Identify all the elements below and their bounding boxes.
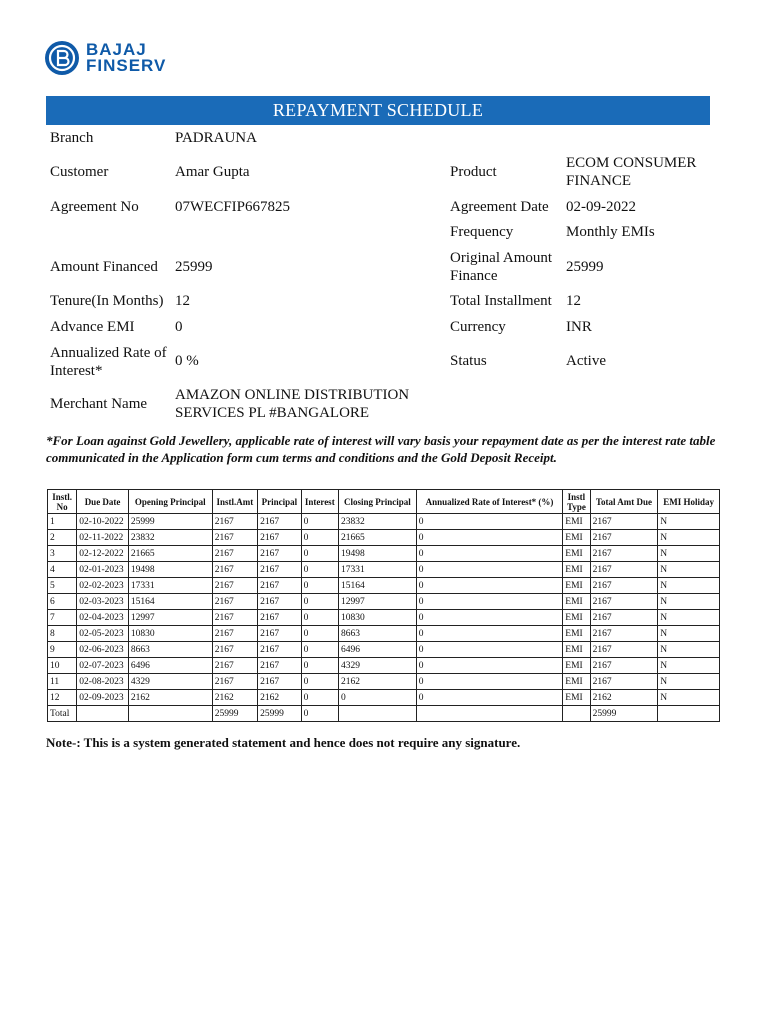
- cell-instl-amt: 2167: [212, 658, 257, 674]
- cell-emi-holiday: N: [658, 530, 720, 546]
- agreement-no-label: Agreement No: [50, 199, 139, 215]
- cell-principal: 2167: [258, 626, 301, 642]
- cell-emi-holiday: N: [658, 594, 720, 610]
- cell-instl-no: 10: [48, 658, 77, 674]
- cell-interest: 0: [301, 626, 338, 642]
- cell-closing-principal: 0: [338, 690, 416, 706]
- original-amount-value: 25999: [566, 259, 604, 275]
- branch-value: PADRAUNA: [175, 130, 257, 146]
- total-cell-due-date: [77, 706, 129, 722]
- cell-instl-no: 7: [48, 610, 77, 626]
- cell-annualized-rate: 0: [416, 562, 563, 578]
- bajaj-logo-icon: [44, 40, 80, 76]
- gold-loan-disclaimer: *For Loan against Gold Jewellery, applicable rate of interest will vary basis your repayment date as per the interest rate table communicated in the Application form cum terms and conditions and the Gold Deposit Receipt.: [46, 433, 716, 465]
- total-cell-emi-holiday: [658, 706, 720, 722]
- cell-instl-amt: 2167: [212, 530, 257, 546]
- cell-annualized-rate: 0: [416, 514, 563, 530]
- cell-closing-principal: 4329: [338, 658, 416, 674]
- cell-principal: 2167: [258, 530, 301, 546]
- cell-interest: 0: [301, 562, 338, 578]
- cell-total-amt-due: 2167: [590, 610, 658, 626]
- cell-due-date: 02-02-2023: [77, 578, 129, 594]
- cell-instl-no: 6: [48, 594, 77, 610]
- cell-principal: 2167: [258, 578, 301, 594]
- cell-closing-principal: 2162: [338, 674, 416, 690]
- cell-opening-principal: 21665: [128, 546, 212, 562]
- cell-annualized-rate: 0: [416, 690, 563, 706]
- cell-instl-amt: 2167: [212, 626, 257, 642]
- cell-instl-no: 8: [48, 626, 77, 642]
- cell-interest: 0: [301, 642, 338, 658]
- cell-instl-type: EMI: [563, 514, 590, 530]
- table-body: [48, 514, 720, 722]
- cell-instl-type: EMI: [563, 690, 590, 706]
- cell-instl-type: EMI: [563, 626, 590, 642]
- col-annualized-rate: Annualized Rate of Interest* (%): [416, 490, 563, 514]
- table-row: [48, 562, 720, 578]
- cell-instl-type: EMI: [563, 594, 590, 610]
- cell-annualized-rate: 0: [416, 610, 563, 626]
- cell-closing-principal: 6496: [338, 642, 416, 658]
- cell-instl-amt: 2167: [212, 546, 257, 562]
- cell-instl-amt: 2167: [212, 578, 257, 594]
- cell-emi-holiday: N: [658, 610, 720, 626]
- cell-instl-no: 4: [48, 562, 77, 578]
- total-cell-principal: 25999: [258, 706, 301, 722]
- cell-instl-amt: 2167: [212, 562, 257, 578]
- cell-opening-principal: 8663: [128, 642, 212, 658]
- cell-annualized-rate: 0: [416, 658, 563, 674]
- cell-total-amt-due: 2167: [590, 530, 658, 546]
- tenure-value: 12: [175, 293, 190, 309]
- cell-emi-holiday: N: [658, 658, 720, 674]
- cell-closing-principal: 10830: [338, 610, 416, 626]
- cell-opening-principal: 23832: [128, 530, 212, 546]
- cell-emi-holiday: N: [658, 690, 720, 706]
- cell-interest: 0: [301, 658, 338, 674]
- cell-opening-principal: 25999: [128, 514, 212, 530]
- cell-annualized-rate: 0: [416, 626, 563, 642]
- total-cell-instl-type: [563, 706, 590, 722]
- table-row: [48, 690, 720, 706]
- cell-annualized-rate: 0: [416, 642, 563, 658]
- cell-instl-type: EMI: [563, 610, 590, 626]
- cell-instl-no: 3: [48, 546, 77, 562]
- cell-opening-principal: 6496: [128, 658, 212, 674]
- cell-closing-principal: 15164: [338, 578, 416, 594]
- cell-principal: 2167: [258, 658, 301, 674]
- cell-emi-holiday: N: [658, 562, 720, 578]
- cell-principal: 2167: [258, 594, 301, 610]
- total-cell-instl-amt: 25999: [212, 706, 257, 722]
- cell-total-amt-due: 2167: [590, 546, 658, 562]
- cell-instl-no: 2: [48, 530, 77, 546]
- col-due-date: Due Date: [77, 490, 129, 514]
- cell-interest: 0: [301, 610, 338, 626]
- cell-instl-type: EMI: [563, 578, 590, 594]
- cell-total-amt-due: 2167: [590, 594, 658, 610]
- cell-due-date: 02-11-2022: [77, 530, 129, 546]
- page-title: REPAYMENT SCHEDULE: [46, 96, 710, 125]
- table-total-row: [48, 706, 720, 722]
- cell-interest: 0: [301, 594, 338, 610]
- total-installment-label: Total Installment: [450, 293, 552, 309]
- cell-emi-holiday: N: [658, 674, 720, 690]
- cell-closing-principal: 19498: [338, 546, 416, 562]
- bajaj-finserv-logo: [44, 40, 166, 76]
- cell-annualized-rate: 0: [416, 546, 563, 562]
- cell-principal: 2167: [258, 562, 301, 578]
- status-label: Status: [450, 353, 487, 369]
- branch-label: Branch: [50, 130, 94, 146]
- cell-principal: 2167: [258, 642, 301, 658]
- repayment-schedule-table: [47, 489, 720, 722]
- table-row: [48, 674, 720, 690]
- col-instl-type: Instl Type: [563, 490, 590, 514]
- cell-due-date: 02-03-2023: [77, 594, 129, 610]
- cell-due-date: 02-04-2023: [77, 610, 129, 626]
- agreement-date-label: Agreement Date: [450, 199, 549, 215]
- cell-opening-principal: 19498: [128, 562, 212, 578]
- cell-total-amt-due: 2167: [590, 674, 658, 690]
- cell-emi-holiday: N: [658, 546, 720, 562]
- total-cell-closing-principal: [338, 706, 416, 722]
- table-row: [48, 642, 720, 658]
- cell-opening-principal: 10830: [128, 626, 212, 642]
- cell-interest: 0: [301, 578, 338, 594]
- cell-instl-type: EMI: [563, 674, 590, 690]
- amount-financed-label: Amount Financed: [50, 259, 158, 275]
- cell-annualized-rate: 0: [416, 594, 563, 610]
- agreement-date-value: 02-09-2022: [566, 199, 636, 215]
- cell-interest: 0: [301, 674, 338, 690]
- cell-instl-amt: 2162: [212, 690, 257, 706]
- table-row: [48, 578, 720, 594]
- col-principal: Principal: [258, 490, 301, 514]
- cell-principal: 2167: [258, 674, 301, 690]
- cell-due-date: 02-05-2023: [77, 626, 129, 642]
- cell-instl-no: 1: [48, 514, 77, 530]
- table-header-row: [48, 490, 720, 514]
- merchant-value: AMAZON ONLINE DISTRIBUTION SERVICES PL #BANGALORE: [175, 387, 410, 421]
- product-label: Product: [450, 164, 497, 180]
- rate-label: Annualized Rate of Interest*: [50, 345, 167, 379]
- cell-emi-holiday: N: [658, 626, 720, 642]
- customer-value: Amar Gupta: [175, 164, 250, 180]
- cell-interest: 0: [301, 530, 338, 546]
- table-row: [48, 546, 720, 562]
- cell-total-amt-due: 2167: [590, 626, 658, 642]
- cell-instl-no: 5: [48, 578, 77, 594]
- table-row: [48, 658, 720, 674]
- cell-principal: 2167: [258, 610, 301, 626]
- table-row: [48, 514, 720, 530]
- cell-emi-holiday: N: [658, 514, 720, 530]
- cell-total-amt-due: 2167: [590, 578, 658, 594]
- rate-value: 0 %: [175, 353, 199, 369]
- cell-closing-principal: 21665: [338, 530, 416, 546]
- cell-due-date: 02-09-2023: [77, 690, 129, 706]
- cell-closing-principal: 8663: [338, 626, 416, 642]
- table-row: [48, 594, 720, 610]
- cell-opening-principal: 17331: [128, 578, 212, 594]
- logo-line2: FINSERV: [86, 56, 167, 75]
- cell-closing-principal: 12997: [338, 594, 416, 610]
- advance-emi-label: Advance EMI: [50, 319, 135, 335]
- total-cell-instl-no: Total: [48, 706, 77, 722]
- cell-annualized-rate: 0: [416, 674, 563, 690]
- amount-financed-value: 25999: [175, 259, 213, 275]
- cell-closing-principal: 17331: [338, 562, 416, 578]
- advance-emi-value: 0: [175, 319, 183, 335]
- cell-instl-no: 12: [48, 690, 77, 706]
- cell-emi-holiday: N: [658, 578, 720, 594]
- cell-instl-amt: 2167: [212, 594, 257, 610]
- tenure-label: Tenure(In Months): [50, 293, 164, 309]
- cell-interest: 0: [301, 546, 338, 562]
- system-generated-note: Note-: This is a system generated statement and hence does not require any signature.: [46, 735, 521, 750]
- logo-line1: BAJAJ: [86, 40, 147, 59]
- status-value: Active: [566, 353, 606, 369]
- table-row: [48, 610, 720, 626]
- merchant-label: Merchant Name: [50, 396, 148, 412]
- col-instl-no: Instl. No: [48, 490, 77, 514]
- cell-closing-principal: 23832: [338, 514, 416, 530]
- total-cell-total-amt-due: 25999: [590, 706, 658, 722]
- cell-instl-amt: 2167: [212, 610, 257, 626]
- cell-total-amt-due: 2167: [590, 514, 658, 530]
- cell-total-amt-due: 2167: [590, 642, 658, 658]
- cell-principal: 2167: [258, 546, 301, 562]
- cell-emi-holiday: N: [658, 642, 720, 658]
- cell-principal: 2162: [258, 690, 301, 706]
- total-cell-annualized-rate: [416, 706, 563, 722]
- currency-value: INR: [566, 319, 592, 335]
- table-row: [48, 530, 720, 546]
- col-emi-holiday: EMI Holiday: [658, 490, 720, 514]
- cell-opening-principal: 2162: [128, 690, 212, 706]
- cell-instl-amt: 2167: [212, 514, 257, 530]
- total-cell-opening-principal: [128, 706, 212, 722]
- cell-instl-type: EMI: [563, 530, 590, 546]
- cell-instl-amt: 2167: [212, 642, 257, 658]
- cell-due-date: 02-06-2023: [77, 642, 129, 658]
- cell-instl-type: EMI: [563, 642, 590, 658]
- cell-instl-no: 11: [48, 674, 77, 690]
- col-closing-principal: Closing Principal: [338, 490, 416, 514]
- cell-opening-principal: 12997: [128, 610, 212, 626]
- cell-annualized-rate: 0: [416, 578, 563, 594]
- total-cell-interest: 0: [301, 706, 338, 722]
- cell-principal: 2167: [258, 514, 301, 530]
- product-value: ECOM CONSUMER FINANCE: [566, 155, 697, 189]
- cell-due-date: 02-08-2023: [77, 674, 129, 690]
- cell-instl-no: 9: [48, 642, 77, 658]
- cell-opening-principal: 4329: [128, 674, 212, 690]
- frequency-value: Monthly EMIs: [566, 224, 655, 240]
- cell-opening-principal: 15164: [128, 594, 212, 610]
- cell-due-date: 02-10-2022: [77, 514, 129, 530]
- agreement-no-value: 07WECFIP667825: [175, 199, 291, 215]
- cell-due-date: 02-07-2023: [77, 658, 129, 674]
- frequency-label: Frequency: [450, 224, 514, 240]
- cell-total-amt-due: 2162: [590, 690, 658, 706]
- cell-total-amt-due: 2167: [590, 562, 658, 578]
- customer-label: Customer: [50, 164, 109, 180]
- cell-annualized-rate: 0: [416, 530, 563, 546]
- cell-instl-type: EMI: [563, 658, 590, 674]
- col-total-amt-due: Total Amt Due: [590, 490, 658, 514]
- cell-interest: 0: [301, 690, 338, 706]
- col-interest: Interest: [301, 490, 338, 514]
- original-amount-label: Original Amount Finance: [450, 250, 553, 284]
- cell-total-amt-due: 2167: [590, 658, 658, 674]
- cell-instl-type: EMI: [563, 562, 590, 578]
- cell-due-date: 02-12-2022: [77, 546, 129, 562]
- cell-instl-type: EMI: [563, 546, 590, 562]
- total-installment-value: 12: [566, 293, 581, 309]
- col-instl-amt: Instl.Amt: [212, 490, 257, 514]
- currency-label: Currency: [450, 319, 506, 335]
- cell-due-date: 02-01-2023: [77, 562, 129, 578]
- table-row: [48, 626, 720, 642]
- cell-interest: 0: [301, 514, 338, 530]
- col-opening-principal: Opening Principal: [128, 490, 212, 514]
- cell-instl-amt: 2167: [212, 674, 257, 690]
